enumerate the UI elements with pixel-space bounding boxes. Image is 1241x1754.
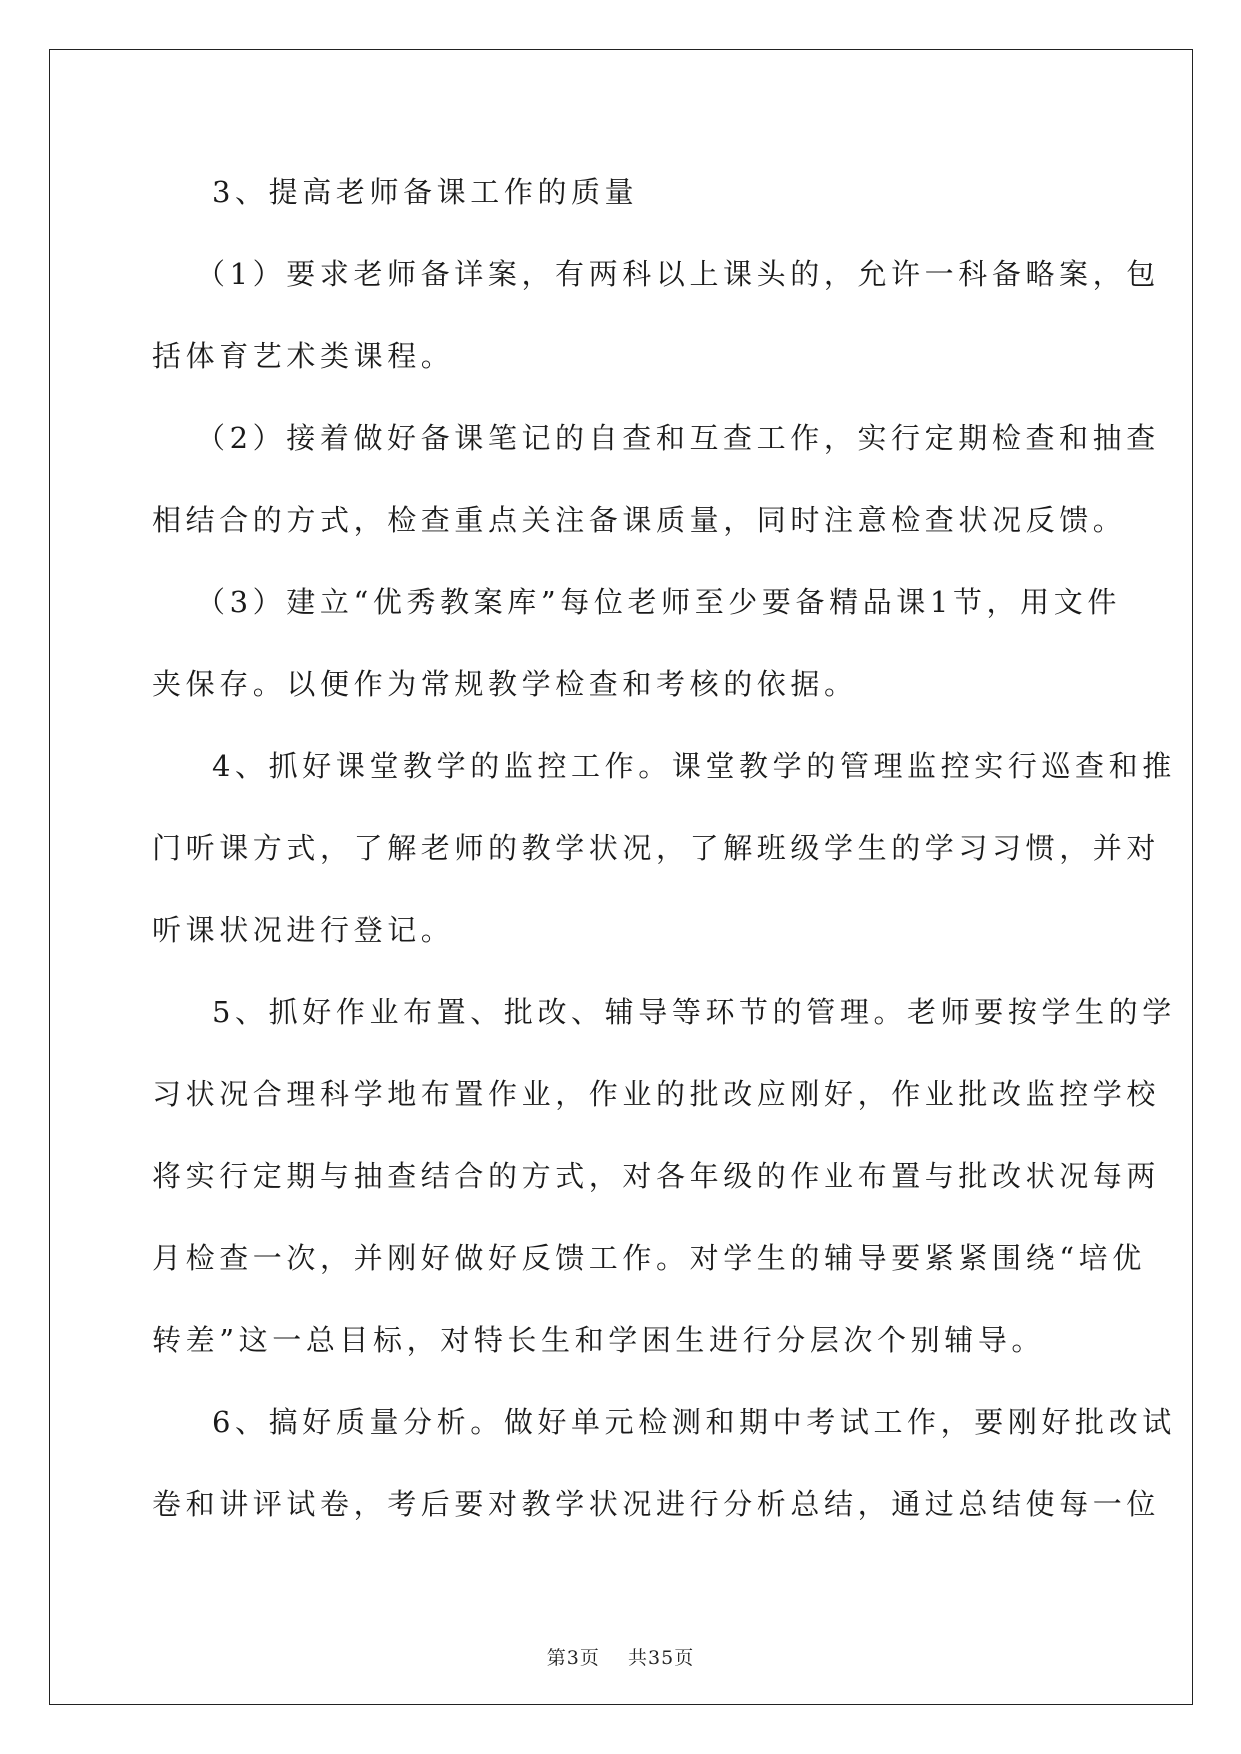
paragraph-line: 门听课方式，了解老师的教学状况，了解班级学生的学习习惯，并对 (152, 831, 1161, 865)
page-number: 第3页 (546, 1647, 600, 1669)
paragraph-line: 听课状况进行登记。 (152, 913, 455, 947)
paragraph-line: 月检查一次，并刚好做好反馈工作。对学生的辅导要紧紧围绕“培优 (152, 1241, 1146, 1275)
paragraph-line: 括体育艺术类课程。 (152, 339, 455, 373)
paragraph-line: 4、抓好课堂教学的监控工作。课堂教学的管理监控实行巡查和推 (212, 749, 1176, 783)
page-footer (0, 1643, 1241, 1670)
paragraph-line: 相结合的方式，检查重点关注备课质量，同时注意检查状况反馈。 (152, 503, 1127, 537)
paragraph-line: 夹保存。以便作为常规教学检查和考核的依据。 (152, 667, 858, 701)
paragraph-line: 6、搞好质量分析。做好单元检测和期中考试工作，要刚好批改试 (212, 1405, 1176, 1439)
paragraph-line: 5、抓好作业布置、批改、辅导等环节的管理。老师要按学生的学 (212, 995, 1176, 1029)
paragraph-line: （3）建立“优秀教案库”每位老师至少要备精品课1节，用文件 (196, 585, 1121, 619)
section-heading-3: 3、提高老师备课工作的质量 (212, 175, 639, 209)
paragraph-line: （1）要求老师备详案，有两科以上课头的，允许一科备略案，包 (196, 257, 1160, 291)
paragraph-line: 转差”这一总目标，对特长生和学困生进行分层次个别辅导。 (152, 1323, 1046, 1357)
paragraph-line: 习状况合理科学地布置作业，作业的批改应刚好，作业批改监控学校 (152, 1077, 1161, 1111)
page-total: 共35页 (628, 1647, 695, 1669)
paragraph-line: （2）接着做好备课笔记的自查和互查工作，实行定期检查和抽查 (196, 421, 1160, 455)
paragraph-line: 卷和讲评试卷，考后要对教学状况进行分析总结，通过总结使每一位 (152, 1487, 1161, 1521)
page-border (49, 49, 1193, 1705)
paragraph-line: 将实行定期与抽查结合的方式，对各年级的作业布置与批改状况每两 (152, 1159, 1161, 1193)
